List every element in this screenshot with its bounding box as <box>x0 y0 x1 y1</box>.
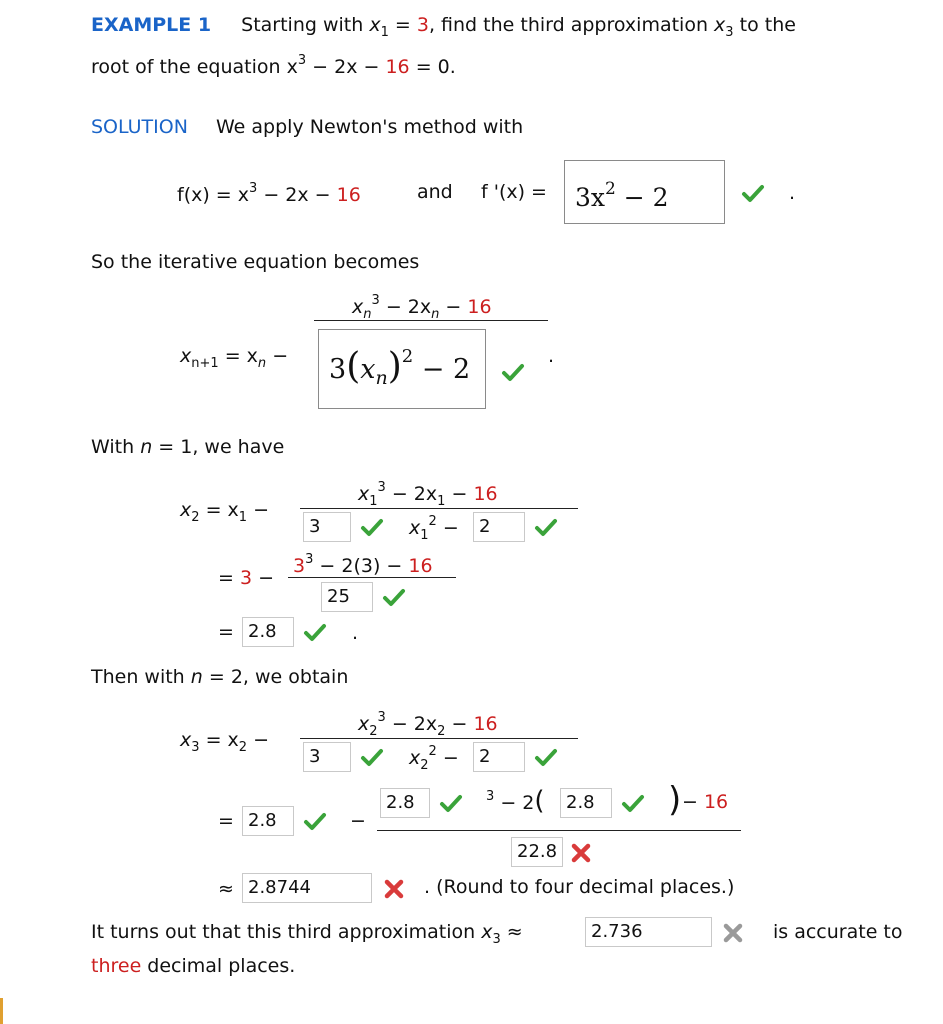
example-header <box>91 14 796 40</box>
const-answer-input[interactable]: 2 <box>473 742 525 772</box>
num-pow: 3 <box>371 293 380 308</box>
cross-icon <box>569 841 593 865</box>
num-x: x <box>358 483 370 505</box>
box-3: 3 <box>329 354 347 385</box>
lhs-s: 2 <box>191 510 200 525</box>
solution-label: SOLUTION <box>91 116 188 138</box>
num-s2: 1 <box>437 494 446 509</box>
var-x3: x <box>714 14 726 36</box>
lhs-sub2: n <box>257 356 267 371</box>
check-icon <box>360 516 384 540</box>
equals: = <box>218 810 234 832</box>
fx-definition <box>177 181 361 206</box>
lhs-sub: n+1 <box>191 356 219 371</box>
sub-num-mid: − 2(3) − <box>313 555 409 577</box>
step2-intro <box>91 666 348 688</box>
step1-denominator <box>409 514 459 543</box>
with-text: With <box>91 436 141 458</box>
then-text-2: = 2, we obtain <box>202 666 349 688</box>
num-mid: − 2x <box>385 713 438 735</box>
check-icon <box>501 361 525 385</box>
three-text: three <box>91 955 142 977</box>
intro-text-4: root of the equation <box>91 56 281 78</box>
lhs-eq: = x <box>199 499 239 521</box>
inner-answer-input[interactable]: 2.8 <box>560 788 612 818</box>
var-x3: x <box>481 921 493 943</box>
solution-line <box>91 116 523 138</box>
fprime-lhs: f '(x) = <box>481 181 547 203</box>
num-s1: 2 <box>369 724 378 739</box>
lhs-minus: − <box>247 499 270 521</box>
var-x1: x <box>369 14 381 36</box>
x2-answer-input[interactable]: 2.8 <box>242 617 294 647</box>
iter-answer-box[interactable]: $3(x_n)^2 - 2$ <box>318 329 486 409</box>
approx-sign: ≈ <box>500 921 523 943</box>
step2-lhs <box>180 729 269 755</box>
box-pow: 2 <box>401 346 414 367</box>
den-minus: − <box>436 517 459 539</box>
var-n: n <box>190 666 203 688</box>
iter-lhs <box>180 345 288 371</box>
box-x: x <box>360 354 376 385</box>
num-minus: − <box>445 713 474 735</box>
conclusion-line <box>91 921 523 947</box>
iter-numerator <box>352 293 492 322</box>
eq-x: x <box>286 56 298 78</box>
sub-minus: − <box>252 567 275 589</box>
eq-16: 16 <box>385 56 410 78</box>
num-mid: − 2x <box>379 296 432 318</box>
conclusion-text-3: decimal places. <box>141 955 296 977</box>
fprime-base: 3x <box>575 183 606 212</box>
num-x: x <box>352 296 364 318</box>
sub-eq: = <box>218 567 240 589</box>
check-icon <box>741 182 765 206</box>
num-minus: − <box>439 296 468 318</box>
num-n2: n <box>431 307 440 322</box>
minus-2: − 2 <box>494 792 535 814</box>
check-icon <box>360 746 384 770</box>
conclusion-text-2: is accurate to <box>773 921 903 943</box>
sub-3: 3 <box>239 567 253 589</box>
num-minus: − <box>445 483 474 505</box>
period: . <box>548 345 555 367</box>
num-s2: 2 <box>437 724 446 739</box>
check-icon <box>534 516 558 540</box>
lhs-eq: = x <box>199 729 239 751</box>
fx-lhs: f(x) = x <box>177 184 250 206</box>
den-s: 2 <box>420 758 429 773</box>
eq-end: = 0. <box>409 56 456 78</box>
fprime-answer-box[interactable] <box>564 160 725 224</box>
sub-1: 1 <box>380 25 389 40</box>
fx-16: 16 <box>336 184 361 206</box>
denominator-answer-input[interactable]: 25 <box>321 582 373 612</box>
then-text: Then with <box>91 666 191 688</box>
coef-answer-input[interactable]: 3 <box>303 512 351 542</box>
intro-text-2: , find the third approximation <box>428 14 708 36</box>
step2-sub-tail <box>682 791 728 813</box>
num-16: 16 <box>467 296 492 318</box>
den-s: 1 <box>420 528 429 543</box>
minus-sign: − <box>350 810 366 832</box>
sub-num-16: 16 <box>408 555 433 577</box>
fx-pow: 3 <box>249 181 258 196</box>
cross-icon <box>721 921 745 945</box>
check-icon <box>439 792 463 816</box>
step1-intro <box>91 436 284 458</box>
and-text: and <box>417 181 453 203</box>
fraction-bar <box>300 508 578 509</box>
box-rest: − 2 <box>413 354 471 385</box>
solution-text: We apply Newton's method with <box>216 116 524 138</box>
sub-3: 3 <box>492 932 501 947</box>
iter-intro: So the iterative equation becomes <box>91 251 420 273</box>
base-answer-input[interactable]: 2.8 <box>380 788 430 818</box>
num-16: 16 <box>473 483 498 505</box>
step2-numerator <box>358 710 498 739</box>
lhs-eq: = x <box>218 345 258 367</box>
fprime-rest: − 2 <box>615 183 669 212</box>
den-pow: 2 <box>428 744 437 759</box>
x3-answer-input[interactable]: 2.8744 <box>242 873 372 903</box>
equation-line <box>91 53 456 78</box>
equals: = <box>388 14 417 36</box>
den-pow: 2 <box>428 514 437 529</box>
lhs-minus: − <box>247 729 270 751</box>
sub-num-pow: 3 <box>305 552 314 567</box>
den-x: x <box>409 747 421 769</box>
with-text-2: = 1, we have <box>152 436 285 458</box>
var-n: n <box>140 436 153 458</box>
check-icon <box>303 810 327 834</box>
approx-sign: ≈ <box>218 878 234 900</box>
intro-text-3: to the <box>739 14 796 36</box>
eq-mid: − 2x − <box>306 56 386 78</box>
period: . <box>789 182 796 204</box>
check-icon <box>621 792 645 816</box>
check-icon <box>303 621 327 645</box>
lhs-s2: 2 <box>238 740 248 755</box>
check-icon <box>534 746 558 770</box>
accuracy-answer-input[interactable]: 2.736 <box>585 917 712 947</box>
fx-mid: − 2x − <box>257 184 337 206</box>
sub-3: 3 <box>725 25 734 40</box>
step1-sub-numerator <box>293 552 433 577</box>
lhs-minus: − <box>266 345 289 367</box>
fraction-bar <box>300 738 578 739</box>
example-label: EXAMPLE 1 <box>91 14 212 36</box>
x2-reuse-input[interactable]: 2.8 <box>242 806 294 836</box>
round-note: . (Round to four decimal places.) <box>424 876 735 898</box>
tail-16: 16 <box>703 791 729 813</box>
den-x: x <box>409 517 421 539</box>
left-edge-bar <box>0 998 3 1024</box>
fprime-pow: 2 <box>605 179 616 199</box>
const-answer-input[interactable]: 2 <box>473 512 525 542</box>
conclusion-line-2 <box>91 955 295 977</box>
num-s1: 1 <box>369 494 378 509</box>
lhs-x: x <box>180 345 192 367</box>
left-paren: ( <box>534 786 545 816</box>
step1-numerator <box>358 480 498 509</box>
step2-sub-middle <box>486 786 545 816</box>
lhs-x: x <box>180 499 192 521</box>
cross-icon <box>382 877 406 901</box>
box-n: n <box>375 367 388 389</box>
pow-3: 3 <box>486 789 495 804</box>
num-x: x <box>358 713 370 735</box>
intro-text: Starting with <box>241 14 364 36</box>
den-minus: − <box>436 747 459 769</box>
num-pow: 3 <box>377 480 386 495</box>
denominator-answer-input[interactable]: 22.8 <box>511 837 563 867</box>
result-equals: = <box>218 621 234 643</box>
step1-lhs <box>180 499 269 525</box>
lhs-s: 3 <box>191 740 200 755</box>
check-icon <box>382 586 406 610</box>
num-n: n <box>363 307 372 322</box>
lhs-s2: 1 <box>238 510 248 525</box>
right-paren: ) <box>668 780 682 820</box>
step2-denominator <box>409 744 459 773</box>
coef-answer-input[interactable]: 3 <box>303 742 351 772</box>
fraction-bar <box>314 320 548 321</box>
x1-value: 3 <box>416 14 429 36</box>
lhs-x: x <box>180 729 192 751</box>
conclusion-text: It turns out that this third approximation <box>91 921 476 943</box>
fraction-bar <box>288 577 456 578</box>
sub-num-3: 3 <box>293 555 306 577</box>
num-16: 16 <box>473 713 498 735</box>
eq-pow: 3 <box>297 53 307 68</box>
period: . <box>352 622 359 644</box>
num-pow: 3 <box>377 710 386 725</box>
tail-minus: − <box>682 791 704 813</box>
step1-sub-lhs <box>218 567 274 589</box>
num-mid: − 2x <box>385 483 438 505</box>
fraction-bar <box>377 830 741 831</box>
